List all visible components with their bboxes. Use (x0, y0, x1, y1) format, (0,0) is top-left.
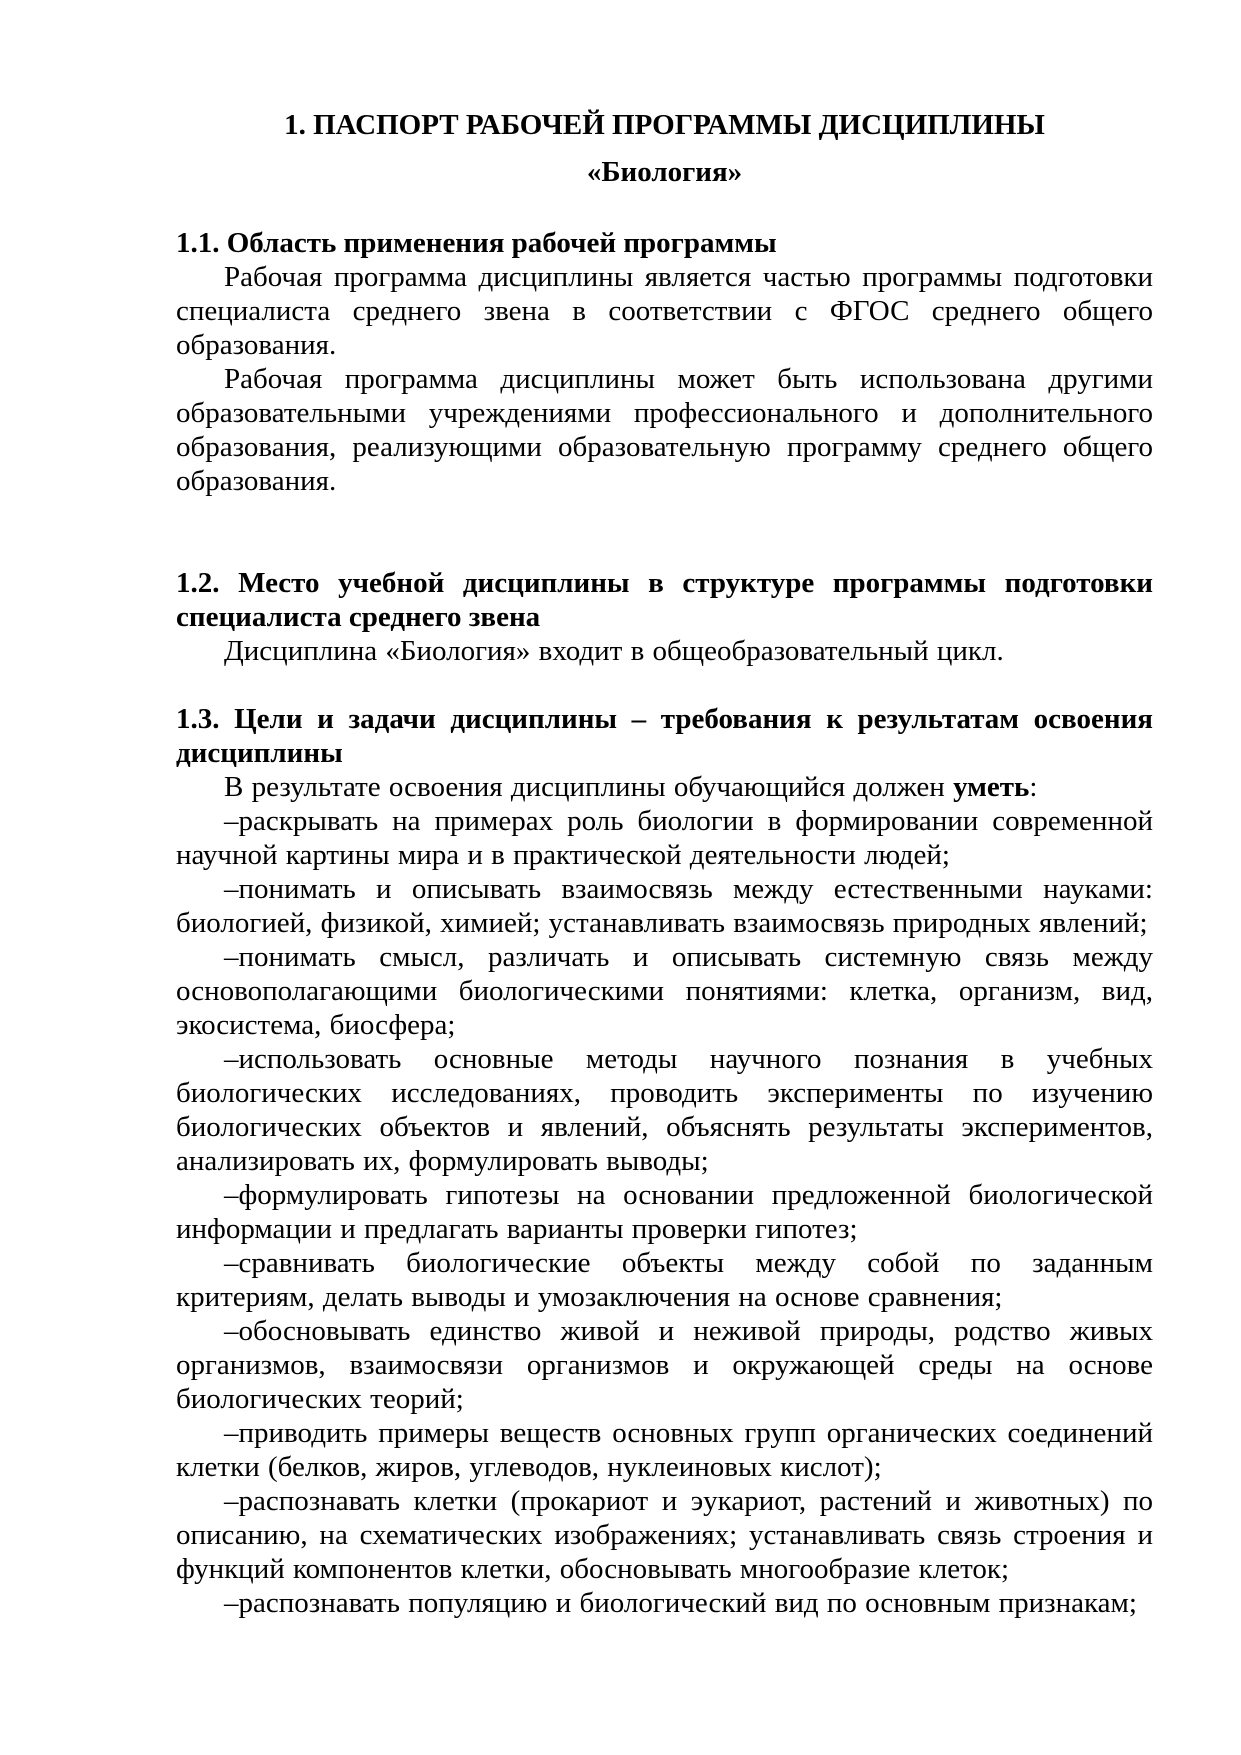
intro-bold-word: уметь (953, 771, 1030, 803)
intro-paragraph (176, 770, 1153, 804)
section-1-2-heading: 1.2. Место учебной дисциплины в структуре программы подготовки специалиста среднего звена (176, 567, 1153, 633)
intro-suffix: : (1029, 771, 1038, 803)
list-item: –обосновывать единство живой и неживой природы, родство живых организмов, взаимосвязи организмов и окружающей среды на основе биологических теорий; (176, 1315, 1153, 1415)
list-item: –раскрывать на примерах роль биологии в формировании современной научной картины мира и в практической деятельности людей; (176, 805, 1153, 871)
paragraph: Рабочая программа дисциплины является частью программы подготовки специалиста среднего звена в соответствии с ФГОС среднего общего образования. (176, 261, 1153, 361)
list-item: –распознавать популяцию и биологический вид по основным признакам; (224, 1587, 1137, 1619)
list-item: –формулировать гипотезы на основании предложенной биологической информации и предлагать варианты проверки гипотез; (176, 1179, 1153, 1245)
document-title-block (176, 102, 1153, 196)
section-1-2 (176, 566, 1153, 668)
list-item: –использовать основные методы научного познания в учебных биологических исследованиях, проводить эксперименты по изучению биологических объектов и явлений, объяснять результаты экспериментов, анализировать их, формулировать выводы; (176, 1043, 1153, 1177)
section-1-1-heading: 1.1. Область применения рабочей программы (176, 227, 777, 259)
paragraph: Дисциплина «Биология» входит в общеобразовательный цикл. (224, 635, 1004, 667)
section-1-3-heading: 1.3. Цели и задачи дисциплины – требования к результатам освоения дисциплины (176, 703, 1153, 769)
section-1-3 (176, 702, 1153, 1620)
list-item: –распознавать клетки (прокариот и эукариот, растений и животных) по описанию, на схематических изображениях; устанавливать связь строения и функций компонентов клетки, обосновывать многообразие клеток; (176, 1485, 1153, 1585)
section-1-1 (176, 226, 1153, 498)
list-item: –приводить примеры веществ основных групп органических соединений клетки (белков, жиров, углеводов, нуклеиновых кислот); (176, 1417, 1153, 1483)
list-item: –сравнивать биологические объекты между собой по заданным критериям, делать выводы и умозаключения на основе сравнения; (176, 1247, 1153, 1313)
intro-prefix: В результате освоения дисциплины обучающийся должен (224, 771, 954, 803)
list-item: –понимать смысл, различать и описывать системную связь между основополагающими биологическими понятиями: клетка, организм, вид, экосистема, биосфера; (176, 941, 1153, 1041)
paragraph: Рабочая программа дисциплины может быть использована другими образовательными учреждениями профессионального и дополнительного образования, реализующими образовательную программу среднего общего образования. (176, 363, 1153, 497)
document-subtitle: «Биология» (586, 156, 743, 188)
list-item: –понимать и описывать взаимосвязь между естественными науками: биологией, физикой, химией; устанавливать взаимосвязь природных явлений; (176, 873, 1153, 939)
document-title: 1. ПАСПОРТ РАБОЧЕЙ ПРОГРАММЫ ДИСЦИПЛИНЫ (284, 109, 1045, 141)
